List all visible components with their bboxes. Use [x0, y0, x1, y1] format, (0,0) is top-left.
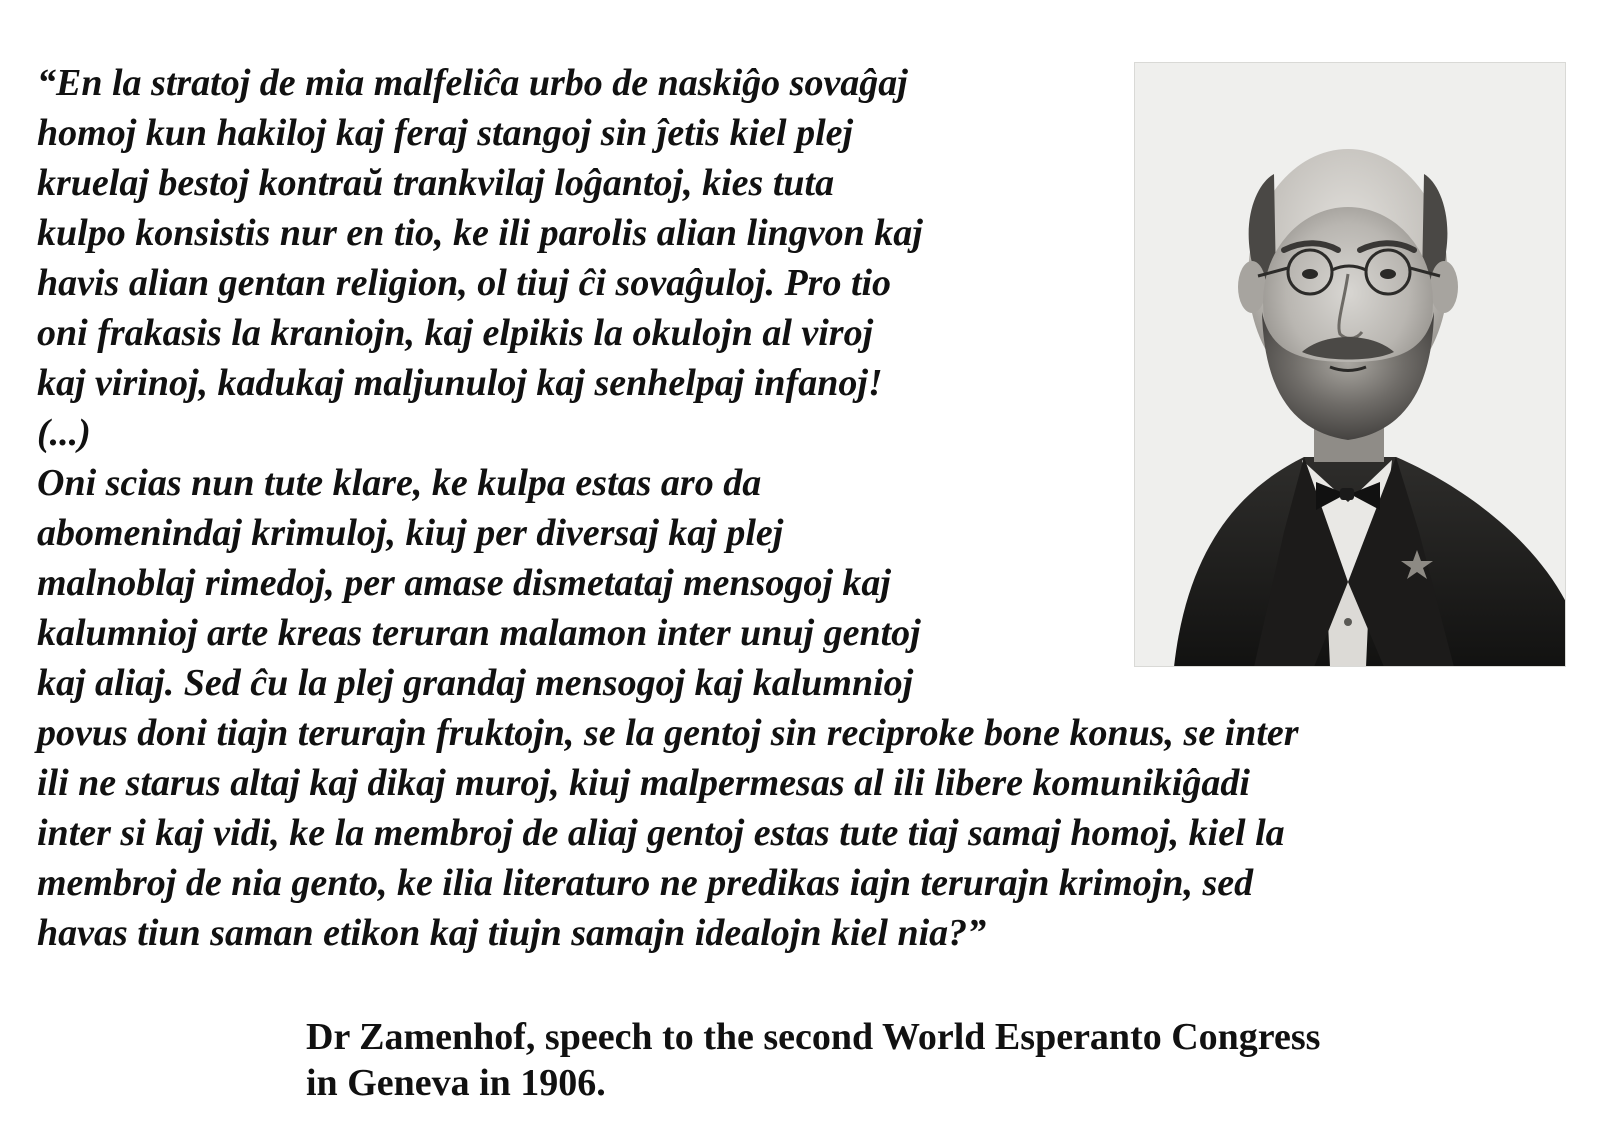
quote-line: inter si kaj vidi, ke la membroj de aliaj gentoj estas tute tiaj samaj homoj, kiel la [37, 812, 1285, 854]
attribution [306, 1014, 1320, 1106]
quote-line: kruelaj bestoj kontraŭ trankvilaj loĝantoj, kies tuta [37, 162, 835, 204]
quote-line: membroj de nia gento, ke ilia literaturo ne predikas iajn terurajn krimojn, sed [37, 862, 1254, 904]
quote-line: abomenindaj krimuloj, kiuj per diversaj kaj plej [37, 512, 784, 554]
quote-line: kaj virinoj, kadukaj maljunuloj kaj senhelpaj infanoj! [37, 362, 883, 404]
portrait-photo [1134, 62, 1566, 667]
portrait-photo-icon [1134, 62, 1566, 667]
attribution-line-2: in Geneva in 1906. [306, 1062, 606, 1104]
quote-line: Oni scias nun tute klare, ke kulpa estas aro da [37, 462, 762, 504]
quote-line: havis alian gentan religion, ol tiuj ĉi sovaĝuloj. Pro tio [37, 262, 892, 304]
quote-line: homoj kun hakiloj kaj feraj stangoj sin ĵetis kiel plej [37, 112, 854, 154]
quote-line: povus doni tiajn terurajn fruktojn, se la gentoj sin reciproke bone konus, se inter [37, 712, 1299, 754]
quote-line: ili ne starus altaj kaj dikaj muroj, kiuj malpermesas al ili libere komunikiĝadi [37, 762, 1250, 804]
quote-line: kaj aliaj. Sed ĉu la plej grandaj mensogoj kaj kalumnioj [37, 662, 914, 704]
quote-line: malnoblaj rimedoj, per amase dismetataj mensogoj kaj [37, 562, 891, 604]
attribution-line-1: Dr Zamenhof, speech to the second World Esperanto Congress [306, 1016, 1321, 1058]
quote-line: kalumnioj arte kreas teruran malamon inter unuj gentoj [37, 612, 921, 654]
quote-line: kulpo konsistis nur en tio, ke ili parolis alian lingvon kaj [37, 212, 923, 254]
quote-line: oni frakasis la kraniojn, kaj elpikis la okulojn al viroj [37, 312, 874, 354]
quote-ellipsis: (...) [37, 412, 91, 454]
quote-line: havas tiun saman etikon kaj tiujn samajn idealojn kiel nia?” [37, 912, 987, 954]
quote-line: “En la stratoj de mia malfeliĉa urbo de naskiĝo sovaĝaj [37, 62, 908, 104]
